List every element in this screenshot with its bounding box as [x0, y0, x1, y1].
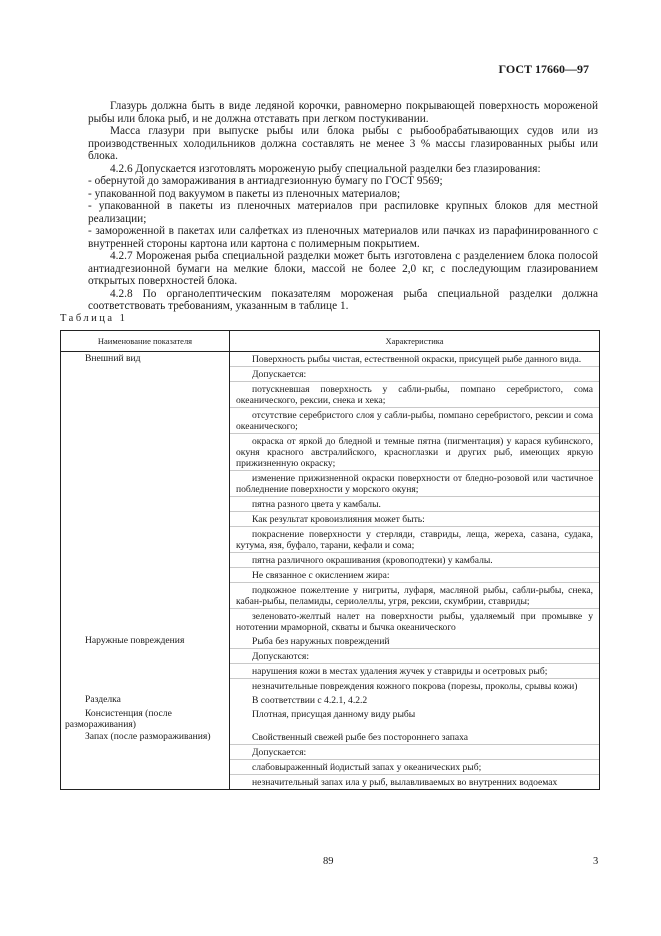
paragraph: 4.2.8 По органолептическим показателям мороженая рыба специальной разделки должна соответствовать требованиям, указанным в таблице 1. — [88, 287, 598, 312]
characteristic-line — [230, 553, 599, 568]
characteristic-cell — [230, 352, 600, 635]
indicator-cell — [61, 693, 230, 707]
table-row — [61, 634, 600, 693]
characteristic-line — [230, 649, 599, 664]
characteristic-text: потускневшая поверхность у сабли-рыбы, помпано серебристого, сома океанического, рексии, снека и хека; — [236, 384, 593, 406]
characteristic-text: Не связанное с окислением жира: — [252, 570, 390, 581]
characteristic-line — [230, 568, 599, 583]
characteristic-text: пятна различного окрашивания (кровоподтеки) у камбалы. — [252, 555, 493, 566]
paragraph: Масса глазури при выпуске рыбы или блока рыбы с рыбообрабатывающих судов или из производственных холодильников должна составлять не менее 3 % массы глазированных рыбы или блока. — [88, 125, 598, 162]
characteristic-line — [230, 634, 599, 649]
characteristic-text: В соответствии с 4.2.1, 4.2.2 — [252, 695, 368, 706]
characteristic-text: отсутствие серебристого слоя у сабли-рыбы, помпано серебристого, рексии и сома океанического; — [236, 410, 593, 432]
table-row — [61, 352, 600, 635]
characteristic-text: подкожное пожелтение у нигриты, луфаря, масляной рыбы, сабли-рыбы, снека, кабан-рыбы, пеламиды, сериолеллы, угря, рексии, скумбрии, ставриды; — [236, 585, 593, 607]
characteristic-text: покраснение поверхности у стерляди, ставриды, леща, жереха, сазана, судака, кутума, язя, буфало, тарани, кефали и сома; — [236, 529, 593, 551]
characteristic-text: Поверхность рыбы чистая, естественной окраски, присущей рыбе данного вида. — [252, 354, 582, 365]
list-item: - упакованной под вакуумом в пакеты из пленочных материалов; — [88, 187, 401, 200]
indicator-cell — [61, 707, 230, 730]
characteristic-line — [230, 382, 599, 408]
characteristic-line — [230, 471, 599, 497]
indicator-name: Запах (после размораживания) — [85, 731, 211, 742]
characteristic-text: незначительные повреждения кожного покрова (порезы, проколы, срывы кожи) — [252, 681, 578, 692]
characteristic-line — [230, 693, 599, 707]
table-row — [61, 730, 600, 790]
characteristic-line — [230, 730, 599, 745]
characteristic-line — [230, 512, 599, 527]
table-body — [61, 352, 600, 790]
sheet-number: 3 — [593, 856, 599, 867]
characteristic-line — [230, 434, 599, 471]
standard-header: ГОСТ 17660—97 — [498, 62, 589, 76]
characteristic-line — [230, 408, 599, 434]
characteristic-text: незначительный запах ила у рыб, вылавливаемых во внутренних водоемах — [252, 777, 558, 788]
indicator-cell — [61, 352, 230, 635]
characteristic-line — [230, 367, 599, 382]
characteristic-text: Плотная, присущая данному виду рыбы — [252, 709, 416, 720]
characteristic-text: нарушения кожи в местах удаления жучек у ставриды и осетровых рыб; — [252, 666, 548, 677]
table-caption: Таблица 1 — [60, 313, 128, 324]
characteristic-line — [230, 775, 599, 789]
indicator-name: Наружные повреждения — [85, 635, 185, 646]
list-item: - замороженной в пакетах или салфетках из пленочных материалов или пачках из парафинированного с внутренней стороны картона или картона с полимерным покрытием. — [88, 225, 598, 250]
characteristic-text: Допускается: — [252, 369, 307, 380]
characteristic-line — [230, 583, 599, 609]
paragraph: 4.2.6 Допускается изготовлять мороженую рыбу специальной разделки без глазирования: — [110, 162, 541, 175]
table-header-row — [61, 331, 600, 352]
indicator-name: Внешний вид — [85, 353, 141, 364]
characteristic-line — [230, 707, 599, 721]
body-text — [88, 100, 598, 313]
characteristic-cell — [230, 693, 600, 707]
list-item: - упакованной в пакеты из пленочных материалов при распиловке крупных блоков для местной реализации; — [88, 200, 598, 225]
table-row — [61, 693, 600, 707]
characteristic-line — [230, 497, 599, 512]
characteristic-text: Как результат кровоизлияния может быть: — [252, 514, 425, 525]
characteristic-line — [230, 760, 599, 775]
column-header-characteristic: Характеристика — [230, 331, 600, 352]
characteristic-cell — [230, 730, 600, 790]
list-item: - обернутой до замораживания в антиадгезионную бумагу по ГОСТ 9569; — [88, 175, 443, 187]
characteristic-text: Допускаются: — [252, 651, 309, 662]
table-row — [61, 707, 600, 730]
characteristic-line — [230, 664, 599, 679]
indicator-cell — [61, 634, 230, 693]
characteristic-text: изменение прижизненной окраски поверхности от бледно-розовой или частичное побледнение поверхности у морского окуня; — [236, 473, 593, 495]
characteristic-cell — [230, 707, 600, 730]
characteristic-line — [230, 609, 599, 634]
organoleptic-table — [60, 330, 600, 790]
characteristic-text: пятна разного цвета у камбалы. — [252, 499, 381, 510]
characteristic-line — [230, 679, 599, 693]
paragraph: 4.2.7 Мороженая рыба специальной разделки может быть изготовлена с разделением блока полосой антиадгезионной бумаги на мелкие блоки, массой не более 2,0 кг, с последующим глазированием открытых поверхностей блока. — [88, 250, 598, 287]
indicator-cell — [61, 730, 230, 790]
page-number: 89 — [323, 856, 334, 867]
column-header-indicator: Наименование показателя — [61, 331, 230, 352]
characteristic-text: Свойственный свежей рыбе без постороннего запаха — [252, 732, 469, 743]
paragraph: Глазурь должна быть в виде ледяной корочки, равномерно покрывающей поверхность мороженой рыбы или блока рыб, и не должна отставать при легком постукивании. — [88, 100, 598, 125]
indicator-name: Разделка — [85, 694, 121, 705]
characteristic-text: зеленовато-желтый налет на поверхности рыбы, удаляемый при промывке у нототении мраморной, скваты и бычка океанического — [236, 611, 593, 633]
characteristic-line — [230, 352, 599, 367]
characteristic-text: Допускается: — [252, 747, 307, 758]
indicator-name: Консистенция (после размораживания) — [65, 708, 172, 730]
characteristic-line — [230, 745, 599, 760]
characteristic-text: слабовыраженный йодистый запах у океанических рыб; — [252, 762, 482, 773]
characteristic-line — [230, 527, 599, 553]
characteristic-cell — [230, 634, 600, 693]
characteristic-text: Рыба без наружных повреждений — [252, 636, 390, 647]
characteristic-text: окраска от яркой до бледной и темные пятна (пигментация) у карася кубинского, окуня красного австралийского, красноглазки и других рыб, имеющих яркую прижизненную окраску; — [236, 436, 593, 469]
